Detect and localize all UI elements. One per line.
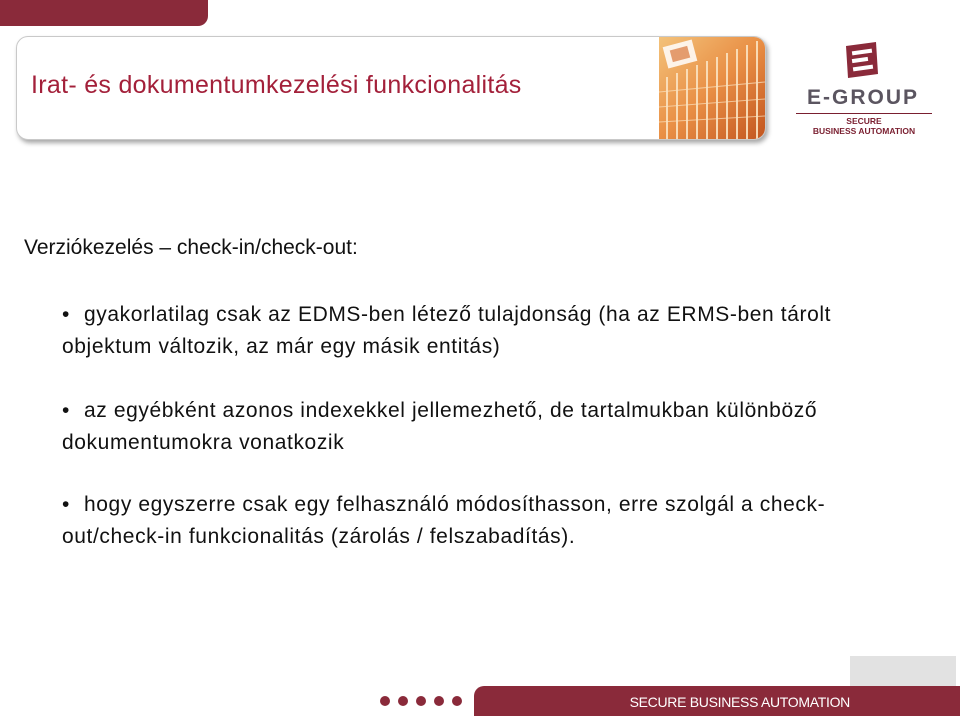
logo-tagline-line-1: SECURE	[846, 116, 882, 126]
bullet-text: hogy egyszerre csak egy felhasználó módosíthasson, erre szolgál a check-out/check-in funkcionalitás (zárolás / felszabadítás).	[62, 493, 826, 548]
bullet-dot-icon: •	[62, 303, 70, 326]
bullet-item	[62, 395, 922, 459]
footer-text: SECURE BUSINESS AUTOMATION	[629, 694, 850, 710]
e-group-logo	[790, 40, 936, 136]
bullet-dot-icon: •	[62, 493, 70, 516]
footer-dots	[380, 696, 462, 706]
logo-tagline	[796, 113, 932, 136]
bullet-item	[62, 489, 922, 553]
footer-bar	[474, 686, 960, 716]
footer-dot-icon	[380, 696, 390, 706]
logo-wordmark: E-GROUP	[806, 86, 919, 109]
section-heading: Verziókezelés – check-in/check-out:	[24, 236, 358, 259]
footer-dot-icon	[434, 696, 444, 706]
bullet-text: az egyébként azonos indexekkel jellemezhető, de tartalmukban különböző dokumentumokra vonatkozik	[62, 399, 818, 454]
corner-decoration	[850, 656, 956, 690]
title-banner	[16, 36, 766, 140]
bullet-text: gyakorlatilag csak az EDMS-ben létező tulajdonság (ha az ERMS-ben tárolt objektum változik, az már egy másik entitás)	[62, 303, 832, 358]
bullet-dot-icon: •	[62, 399, 70, 422]
footer-dot-icon	[416, 696, 426, 706]
top-accent-strip	[0, 0, 208, 26]
building-icon	[659, 37, 765, 139]
footer-dot-icon	[398, 696, 408, 706]
e-group-logo-mark-icon	[790, 40, 936, 84]
bullet-item	[62, 299, 922, 363]
page-title: Irat- és dokumentumkezelési funkcionalitás	[31, 71, 522, 99]
footer-dot-icon	[452, 696, 462, 706]
logo-tagline-line-2: BUSINESS AUTOMATION	[812, 126, 916, 136]
